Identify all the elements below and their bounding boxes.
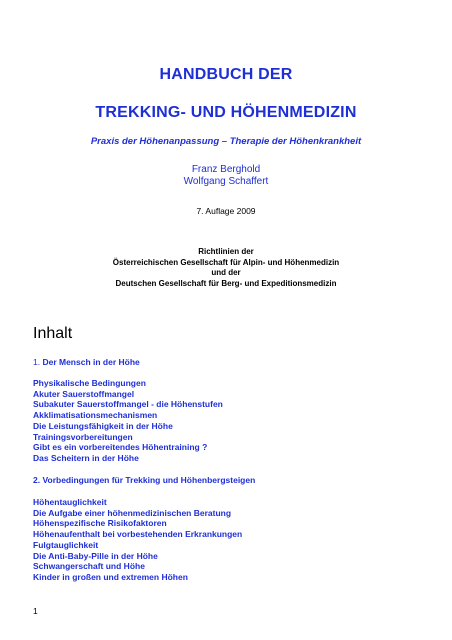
toc-section-2 — [33, 475, 255, 486]
toc-section-number: 1. — [33, 357, 41, 367]
author-2: Wolfgang Schaffert — [183, 176, 269, 187]
guidelines-line-2: Österreichischen Gesellschaft für Alpin- und Höhenmedizin — [112, 257, 340, 267]
toc-section-1 — [33, 357, 140, 368]
guidelines-line-4: Deutschen Gesellschaft für Berg- und Expeditionsmedizin — [115, 278, 337, 288]
toc-item[interactable]: Schwangerschaft und Höhe — [33, 561, 145, 572]
toc-item[interactable]: Höhenaufenthalt bei vorbestehenden Erkrankungen — [33, 529, 243, 540]
toc-item[interactable]: Subakuter Sauerstoffmangel - die Höhenstufen — [33, 399, 223, 410]
toc-item[interactable]: Trainingsvorbereitungen — [33, 431, 133, 442]
page-number: 1 — [33, 606, 38, 616]
toc-item[interactable]: Die Aufgabe einer höhenmedizinischen Beratung — [33, 507, 232, 518]
toc-section-1-items — [33, 378, 223, 464]
toc-item[interactable]: Höhentauglichkeit — [33, 497, 107, 507]
book-subtitle: Praxis der Höhenanpassung – Therapie der Höhenkrankheit — [90, 136, 362, 147]
toc-item[interactable]: Das Scheitern in der Höhe — [33, 452, 139, 463]
toc-section-title: Vorbedingungen für Trekking und Höhenbergsteigen — [42, 475, 256, 485]
toc-section-1-heading[interactable] — [33, 357, 140, 368]
author-1: Franz Berghold — [191, 164, 261, 175]
contents-heading: Inhalt — [33, 325, 73, 342]
toc-item[interactable]: Die Anti-Baby-Pille in der Höhe — [33, 550, 158, 561]
toc-section-2-heading[interactable] — [33, 475, 255, 486]
toc-item[interactable]: Akuter Sauerstoffmangel — [33, 388, 135, 399]
toc-section-title: Der Mensch in der Höhe — [42, 357, 140, 367]
toc-item[interactable]: Kinder in großen und extremen Höhen — [33, 571, 188, 582]
toc-item[interactable]: Physikalische Bedingungen — [33, 378, 146, 388]
book-title-line-1: HANDBUCH DER — [159, 66, 293, 83]
edition: 7. Auflage 2009 — [196, 206, 256, 216]
toc-item[interactable]: Akklimatisationsmechanismen — [33, 410, 158, 421]
toc-section-number: 2. — [33, 475, 41, 485]
guidelines-line-3: und der — [211, 268, 241, 277]
book-title-line-2: TREKKING- UND HÖHENMEDIZIN — [95, 104, 357, 121]
toc-item[interactable]: Gibt es ein vorbereitendes Höhentraining ? — [33, 442, 208, 453]
toc-item[interactable]: Höhenspezifische Risikofaktoren — [33, 518, 167, 529]
toc-section-2-items — [33, 497, 242, 583]
guidelines-line-1: Richtlinien der — [198, 247, 254, 256]
toc-item[interactable]: Die Leistungsfähigkeit in der Höhe — [33, 420, 173, 431]
toc-item[interactable]: Fulgtauglichkeit — [33, 539, 99, 550]
